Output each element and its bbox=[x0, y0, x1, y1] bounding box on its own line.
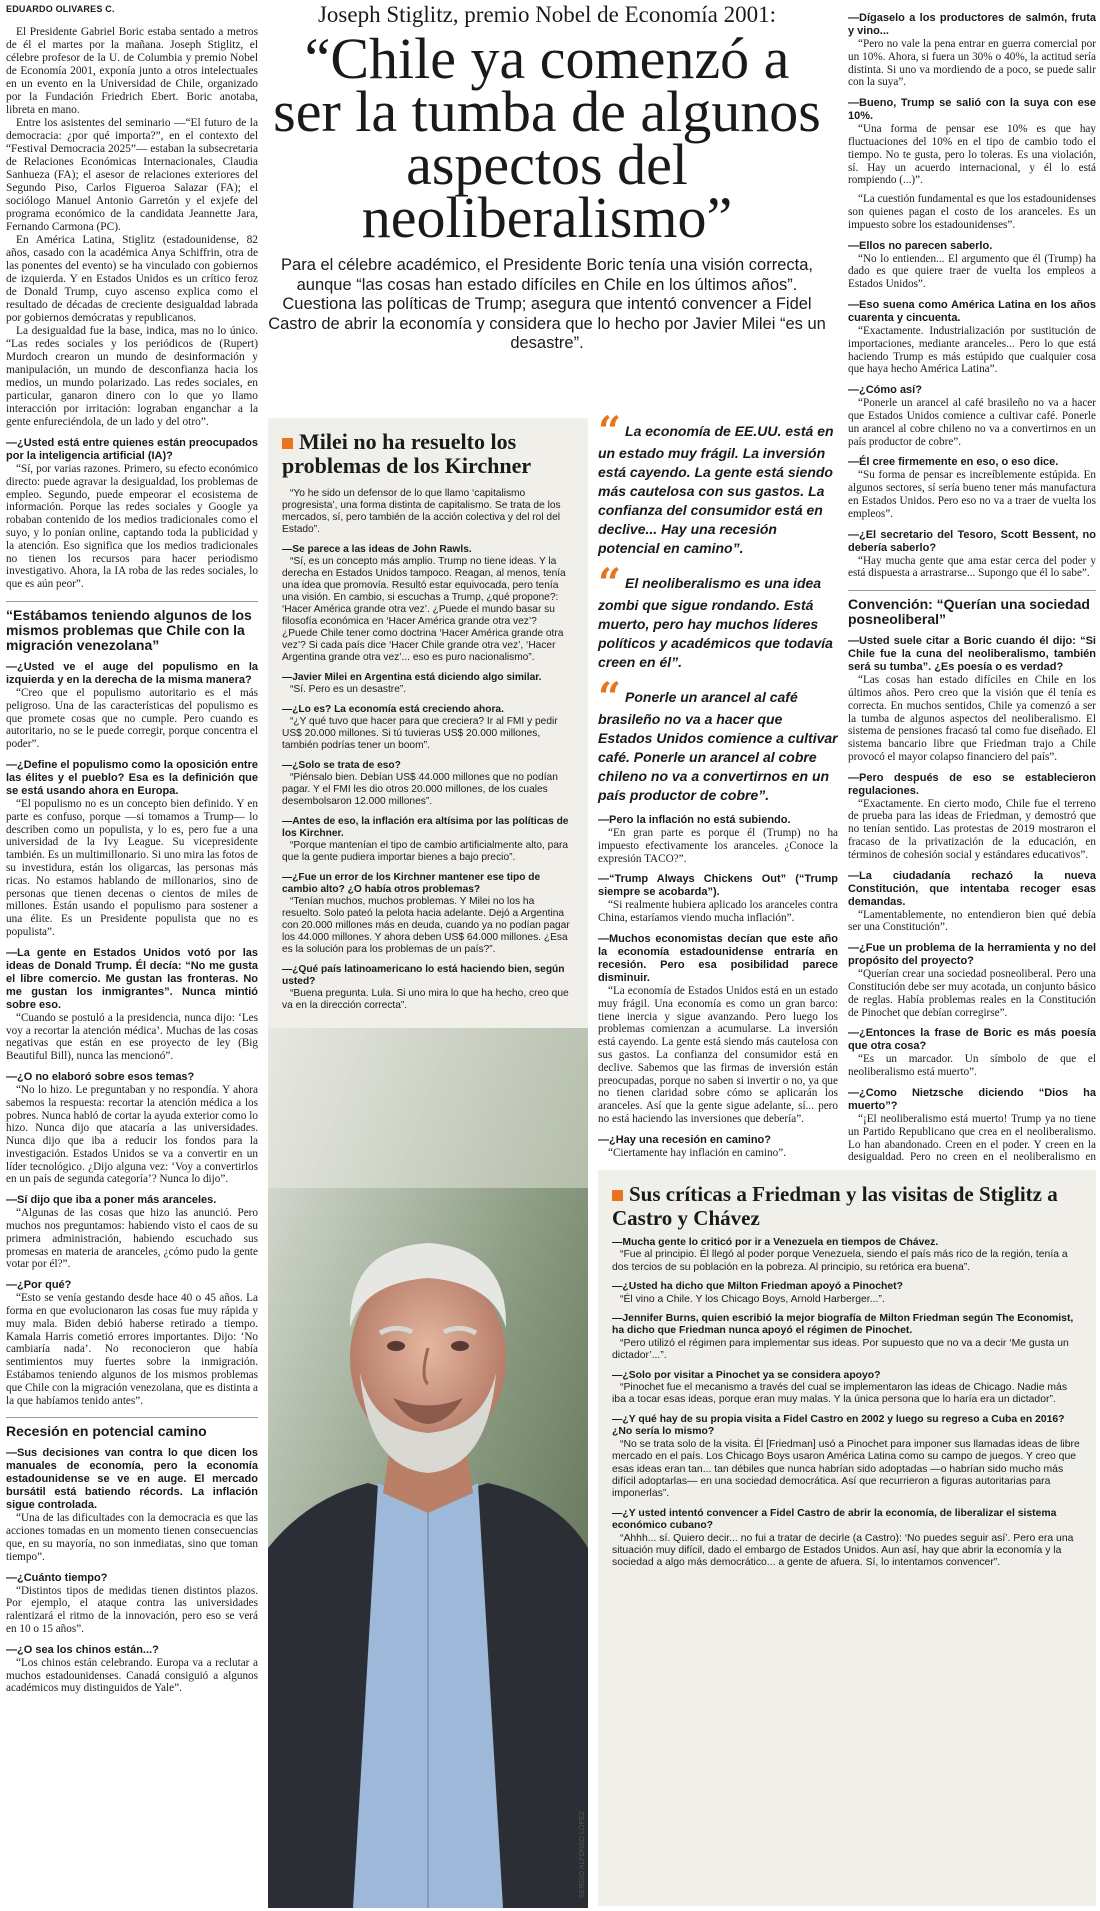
pull-quotes bbox=[598, 408, 838, 821]
paragraph: La desigualdad fue la base, indica, mas no lo único. “Las redes sociales y los periódicos de (Rupert) Murdoch crearon un mundo de desinformación y manipulación, un mundo de desconfianza hacia los medios, un mundo polarizado. Las redes sociales, en particular, ganaron dinero con lo que yo llamo interacción por irritación: lograban enganchar a la gente enfureciéndola, de un lado y del otro”. bbox=[6, 325, 258, 428]
answer: “Pero utilizó el régimen para implementar sus ideas. Por supuesto que no va a decir ‘Me gusta un dictador’...”. bbox=[612, 1337, 1069, 1362]
answer: “Exactamente. En cierto modo, Chile fue el terreno de prueba para las ideas de Friedman, y demostró que no tenían sentido. Las protestas de 2019 mostraron el fracaso de la privatización de la educación, en términos de cohesión social y estándares educativos”. bbox=[848, 797, 1096, 861]
answer: “Lamentablemente, no entendieron bien qué debía ser una Constitución”. bbox=[848, 908, 1096, 934]
answer: “Distintos tipos de medidas tienen distintos plazos. Por ejemplo, el ataque contra las universidades ralentizará el ritmo de la innovación, pero eso se verá en 10 o 15 años”. bbox=[6, 1584, 258, 1636]
right-subhead-convencion: Convención: “Querían una sociedad posneoliberal” bbox=[848, 590, 1096, 627]
answer: “No lo hizo. Le preguntaban y no respondía. Y ahora sabemos la respuesta: recortar la atención médica a los pobres. Nunca habló de cortar la ayuda exterior como lo hizo. Nunca dijo que atacaría a las universidades. Nunca dijo que iba a reducir los fondos para la investigación. Estados Unidos se va a convertir en un líder tecnológico. ¿Dijo alguna vez: ‘Voy a convertirlos en un país de segunda categoría’? Nunca lo dijo”. bbox=[6, 1083, 258, 1186]
answer: “Ponerle un arancel al café brasileño no va a hacer que Estados Unidos comience a cultivar café. Ponerle un arancel al cobre chileno no va a convertirnos en un país productor de cobre”. bbox=[848, 397, 1096, 448]
question: — Dígaselo a los productores de salmón, fruta y vino... bbox=[848, 12, 1096, 38]
stiglitz-photo bbox=[268, 1028, 588, 1908]
left-subhead-migracion: “Estábamos teniendo algunos de los mismos problemas que Chile con la migración venezolana” bbox=[6, 601, 258, 653]
question: — La ciudadanía rechazó la nueva Constitución, que intentaba recoger esas demandas. bbox=[848, 870, 1096, 909]
answer: “No se trata solo de la visita. Él [Friedman] usó a Pinochet para imponer sus llamadas ideas de libre mercado en el país. Los Chicago Boys usaron América Latina como su campo de juegos. Y creo que esas ideas eran tan... tan débiles que nunca habrían sido adoptadas —o habrían sido mucho más difícil adoptarlas— en una sociedad democrática. Así que recurrieron a figuras autoritarias para imponerlas”. bbox=[612, 1438, 1080, 1500]
friedman-box bbox=[598, 1170, 1096, 1906]
left-qa2 bbox=[6, 661, 258, 1407]
answer: “Una de las dificultades con la democracia es que las acciones tomadas en un momento tienen consecuencias que, en su mayoría, no son inmediatas, sino que toman tiempo”. bbox=[6, 1512, 258, 1563]
headline: “Chile ya comenzó a ser la tumba de algunos aspectos del neoliberalismo” bbox=[273, 26, 821, 250]
friedman-qa bbox=[612, 1237, 1082, 1570]
question: — ¿Define el populismo como la oposición entre las élites y el pueblo? Esa es la definición que se está usando ahora en Europa. bbox=[6, 759, 258, 798]
question: — Jennifer Burns, quien escribió la mejor biografía de Milton Friedman según The Economist, ha dicho que Friedman nunca apoyó el régimen de Pinochet. bbox=[612, 1313, 1082, 1338]
answer: “Querían crear una sociedad posneoliberal. Pero una Constitución debe ser muy acotada, un conjunto básico de reglas. Había problemas reales en la Constitución de Pinochet que debían corregirse”. bbox=[848, 968, 1096, 1019]
answer: “Hay mucha gente que ama estar cerca del poder y está dispuesta a arrastrarse... Supongo que él lo sabe”. bbox=[848, 554, 1096, 580]
milei-intro: “Yo he sido un defensor de lo que llamo ‘capitalismo progresista’, una forma distinta de capitalismo. Se trata de los mercados, sí, pero también de la acción colectiva y del rol del Estado”. bbox=[282, 488, 561, 535]
pull-quote-text: El neoliberalismo es una idea zombi que sigue rondando. Está muerto, pero hay muchos líderes políticos y académicos que todavía creen en él”. bbox=[598, 575, 833, 670]
question: — Antes de eso, la inflación era altísima por las políticas de los Kirchner. bbox=[282, 816, 574, 840]
question: — ¿O no elaboró sobre esos temas? bbox=[6, 1071, 258, 1084]
answer: “La cuestión fundamental es que los estadounidenses son quienes pagan el costo de los aranceles. Es un impuesto sobre los estadounidenses”. bbox=[848, 193, 1096, 231]
answer: “Ahhh... sí. Quiero decir... no fui a tratar de decirle (a Castro): ‘No puedes seguir así’. Pero era una situación muy difícil, dado el embargo de Estados Unidos. Aun así, hay que abrir la economía y la sociedad a algo más democrático... a gente de afuera. Sí, lo intentamos convencer”. bbox=[612, 1532, 1074, 1569]
question: — ¿Qué país latinoamericano lo está haciendo bien, según usted? bbox=[282, 964, 574, 988]
answer: “¿Y qué tuvo que hacer para que creciera? Ir al FMI y pedir US$ 20.000 millones. Si tú tuvieras US$ 20.000 millones, también podrías tener un boom”. bbox=[282, 716, 558, 751]
answer: “Él vino a Chile. Y los Chicago Boys, Arnold Harberger...”. bbox=[620, 1293, 885, 1305]
answer: “Esto se venía gestando desde hace 40 o 45 años. La forma en que evolucionaron las cosas fue muy rápida y muy mala. Biden debió haberse retirado a tiempo. Kamala Harris cometió errores importantes. Dijo: ‘No cambiaría nada’. No reconocieron que había sentimientos muy fuertes sobre la inmigración. Estábamos teniendo algunos de los mismos problemas que Chile con la migración venezolana, que es distinta a la que habíamos tenido antes”. bbox=[6, 1292, 258, 1407]
right-column bbox=[848, 4, 1096, 1164]
answer: “¡El neoliberalismo está muerto! Trump ya no tiene un Partido Republicano que crea en el neoliberalismo. Lo han abandonado. Creen en el poder. Y creen en la desigualdad. Pero no creen en el neoliberalismo en bbox=[848, 1113, 1096, 1164]
left-subhead-recesion: Recesión en potencial camino bbox=[6, 1417, 258, 1439]
answer: “Tenían muchos, muchos problemas. Y Milei no los ha resuelto. Solo pateó la pelota hacia adelante. Dejó a Argentina con 20.000 millones más en deuda, cuando ya no podían pagar los 44.000 millones. Y ahora deben US$ 64.000 millones. ¿Esa es la solución para los problemas de un país?”. bbox=[282, 896, 570, 955]
question: — ¿Usted ve el auge del populismo en la izquierda y en la derecha de la misma manera? bbox=[6, 661, 258, 687]
quote-mark-icon: “ bbox=[598, 674, 622, 721]
question: — Mucha gente lo criticó por ir a Venezuela en tiempos de Chávez. bbox=[612, 1237, 1082, 1249]
left-qa1 bbox=[6, 437, 258, 591]
answer: “Los chinos están celebrando. Europa va a reclutar a muchos estadounidenses. Canadá consiguió a algunos académicos muy distinguidos de Yale”. bbox=[6, 1656, 258, 1695]
question: — Él cree firmemente en eso, o eso dice. bbox=[848, 456, 1096, 469]
answer: “Una forma de pensar ese 10% es que hay fluctuaciones del 10% en el tipo de cambio todo el tiempo. No te gusta, pero lo toleras. Es una violación, sí. Hay un acuerdo internacional, y él lo está rompiendo (...)”. bbox=[848, 123, 1096, 187]
answer: “Cuando se postuló a la presidencia, nunca dijo: ‘Les voy a recortar la atención médica’. Muchas de las cosas negativas que están en ese proyecto de ley (Big Beautiful Bill), nunca las mencionó”. bbox=[6, 1011, 258, 1063]
left-qa3 bbox=[6, 1447, 258, 1695]
orange-square-icon bbox=[282, 438, 293, 449]
answer: “Las cosas han estado difíciles en Chile en los últimos años. Pero creo que la visión que él tenía es correcta. En muchos sentidos, Chile ya comenzó a ser la tumba de algunos aspectos del neoliberalismo. El sistema de pensiones fracasó tal como fue diseñado. El sistema bancario libre que Friedman trajo a Chile provocó el mayor colapso financiero del país”. bbox=[848, 674, 1096, 763]
question: — ¿Usted está entre quienes están preocupados por la inteligencia artificial (IA)? bbox=[6, 437, 258, 463]
answer: “Fue al principio. Él llegó al poder porque Venezuela, siendo el país más rico de la región, tenía a dos tercios de su población en la pobreza. Al principio, su retórica era buena”. bbox=[612, 1249, 1068, 1273]
friedman-box-title bbox=[612, 1182, 1082, 1230]
question: — ¿Fue un error de los Kirchner mantener ese tipo de cambio alto? ¿O había otros problemas? bbox=[282, 872, 574, 896]
quote-mark-icon: “ bbox=[598, 408, 622, 455]
pull-quote-text: Ponerle un arancel al café brasileño no va a hacer que Estados Unidos comience a cultivar café. Ponerle un arancel al cobre chileno no va a convertirnos en un país productor de cobre”. bbox=[598, 689, 838, 803]
milei-box bbox=[268, 418, 588, 1908]
question: — Ellos no parecen saberlo. bbox=[848, 240, 1096, 253]
kicker: Joseph Stiglitz, premio Nobel de Economía 2001: bbox=[317, 2, 776, 27]
answer: “Pero no vale la pena entrar en guerra comercial por un 10%. Ahora, si fuera un 30% o 40%, la actitud sería distinta. Si uno va mordiendo de a poco, se puede salir con la suya”. bbox=[848, 38, 1096, 89]
question: — ¿Entonces la frase de Boric es más poesía que otra cosa? bbox=[848, 1027, 1096, 1053]
answer: “Sí, por varias razones. Primero, su efecto económico directo: puede agravar la desigualdad, los problemas de empleo. Segundo, puede empeorar el ecosistema de información. Porque las redes sociales y Google ya robaban contenido de los medios tradicionales como el suyo, y lo ponían online, captando toda la publicidad y la atención. Eso significa que los medios tradicionales no tienen los recursos para hacer periodismo investigativo. Ahora, la IA roba de las redes sociales, lo que es aún peor”. bbox=[6, 463, 258, 591]
question: — Pero después de eso se establecieron regulaciones. bbox=[848, 772, 1096, 798]
milei-box-title bbox=[282, 430, 574, 478]
question: — ¿Cómo así? bbox=[848, 384, 1096, 397]
question: — ¿El secretario del Tesoro, Scott Bessent, no debería saberlo? bbox=[848, 529, 1096, 555]
question: — Sus decisiones van contra lo que dicen los manuales de economía, pero la economía estadounidense se ve en auge. El mercado bursátil está batiendo récords. La inflación sigue controlada. bbox=[6, 1447, 258, 1512]
question: — ¿Y usted intentó convencer a Fidel Castro de abrir la economía, de liberalizar el sistema económico cubano? bbox=[612, 1508, 1082, 1533]
question: — ¿Hay una recesión en camino? bbox=[598, 1134, 838, 1147]
question: — ¿Cuánto tiempo? bbox=[6, 1572, 258, 1585]
answer: “Creo que el populismo autoritario es el más peligroso. Una de las características del populismo es que promete cosas que no cumple. Pero cuando es autoritario, no se le puede corregir, porque concentra el poder”. bbox=[6, 686, 258, 751]
answer: “Es un marcador. Un símbolo de que el neoliberalismo está muerto”. bbox=[848, 1053, 1096, 1079]
question: — ¿Lo es? La economía está creciendo ahora. bbox=[282, 704, 574, 716]
paragraph: Entre los asistentes del seminario —“El futuro de la democracia: ¿por qué importa?”, en el contexto del “Festival Democracia 2025”— estaban la subsecretaria de Relaciones Económicas Internacionales, Claudia Sanhueza (FA); el asesor de relaciones exteriores del Segundo Piso, Carlos Figueroa Salazar (FA); el sociólogo Manuel Antonio Garretón y el exjefe del programa económico de la candidata Jeannette Jara, Fernando Carmona (PC). bbox=[6, 117, 258, 233]
quote-mark-icon: “ bbox=[598, 560, 622, 607]
answer: “En gran parte es porque él (Trump) no ha impuesto efectivamente los aranceles. ¿Conoce la expresión TACO?”. bbox=[598, 827, 838, 865]
friedman-title-text: Sus críticas a Friedman y las visitas de Stiglitz a Castro y Chávez bbox=[612, 1182, 1058, 1230]
question: — ¿Usted ha dicho que Milton Friedman apoyó a Pinochet? bbox=[612, 1281, 1082, 1293]
answer: “Si realmente hubiera aplicado los aranceles contra China, estaríamos viendo mucha inflación”. bbox=[598, 899, 838, 925]
answer: “Ciertamente hay inflación en camino”. bbox=[608, 1146, 786, 1159]
answer: “No lo entienden... El argumento que él (Trump) ha dado es que quiere traer de vuelta los empleos a Estados Unidos”. bbox=[848, 252, 1096, 291]
answer: “Sí. Pero es un desastre”. bbox=[290, 684, 407, 695]
question: — ¿Por qué? bbox=[6, 1279, 258, 1292]
question: — La gente en Estados Unidos votó por las ideas de Donald Trump. Él decía: “No me gusta el libre comercio. Me gustan las fronteras. No me gustan los inmigrantes”. Nunca mintió sobre eso. bbox=[6, 947, 258, 1012]
answer: “El populismo no es un concepto bien definido. Y en parte es confuso, porque —si tomamos a Trump— lo describen como un populista, y lo es, pero fue a una universidad de la Ivy League. Su vicepresidente también. Es un multimillonario. Si uno mira las fotos de su investidura, están los oligarcas, las personas más ricas. No estamos hablando de millonarios, sino de personas que tienen decenas o cientos de miles de millones. Están usando el populismo para sostener a una élite. Es un Presidente populista que no es populista”. bbox=[6, 797, 258, 938]
pull-quote-text: La economía de EE.UU. está en un estado muy frágil. La inversión está cayendo. La gente está siendo más cautelosa con sus gastos. La confianza del consumidor está en declive... Hay una recesión potencial en camino”. bbox=[598, 423, 834, 556]
paragraph: En América Latina, Stiglitz (estadounidense, 82 años, casado con la académica Anya Schiffrin, otra de las ponentes del evento) se ha vinculado con gobiernos de izquierda. Y en Estados Unidos es un crítico feroz de Donald Trump, cuyo ascenso explica como el resultado de décadas de creciente desigualdad labrada por gobiernos demócratas y republicanos. bbox=[6, 234, 258, 324]
answer: “Su forma de pensar es increíblemente estúpida. En algunos sectores, sí sería bueno tener más manufactura en Estados Unidos. Pero eso no va a traer de vuelta los empleos”. bbox=[848, 469, 1096, 520]
pull-quote bbox=[598, 674, 838, 805]
answer: “Sí, es un concepto más amplio. Trump no tiene ideas. Y la derecha en Estados Unidos tampoco. Reagan, al menos, tenía una idea que promovía. Resultó estar equivocada, pero tenía una visión. En cambio, si escuchas a Trump, ¿qué propone?: ‘Hacer América grande otra vez’. ¿Puede el mundo basar su filosofía económica en ‘Hacer América grande otra vez’? ¿Puede Chile tener como doctrina ‘Hacer América grande otra vez’? Si cada país dice ‘Hacer Chile grande otra vez’, ‘Hacer Argentina grande otra vez’... eso es puro nacionalismo”. bbox=[282, 556, 566, 663]
answer: “La economía de Estados Unidos está en un estado muy frágil. Una economía es como un gran barco: tiene inercia y sigue avanzando. Pero luego los problemas comienzan a acumularse. La inversión está cayendo. La gente está siendo más cautelosa con sus gastos. La confianza del consumidor está en declive. Sabemos que las firmas de inversión están preocupadas, porque no saben si invertir o no, ya que no tienen claridad sobre cómo se aplicarán los aranceles. Así que la gente sigue adelante, sí... pero no está haciendo las inversiones que debería”. bbox=[598, 984, 838, 1125]
question: — “Trump Always Chickens Out” (“Trump siempre se acobarda”). bbox=[598, 873, 838, 899]
answer: “Algunas de las cosas que hizo las anunció. Pero muchos nos preguntamos: habiendo visto el caos de su primera administración, habiendo escuchado sus promesas en materia de aranceles, ¿cómo pudo la gente votar por él?”. bbox=[6, 1207, 258, 1271]
pull-quote bbox=[598, 560, 838, 672]
question: — ¿Fue un problema de la herramienta y no del propósito del proyecto? bbox=[848, 942, 1096, 968]
pull-quote bbox=[598, 408, 838, 558]
question: — ¿Solo por visitar a Pinochet ya se considera apoyo? bbox=[612, 1370, 1082, 1382]
question: — Se parece a las ideas de John Rawls. bbox=[282, 544, 574, 556]
left-intro bbox=[6, 26, 258, 429]
question: — Usted suele citar a Boric cuando él dijo: “Si Chile fue la cuna del neoliberalismo, también será su tumba”. ¿Es poesía o es verdad? bbox=[848, 635, 1096, 674]
answer: “Piénsalo bien. Debían US$ 44.000 millones que no podían pagar. Y el FMI les dio otros 20.000 millones, de los cuales desembolsaron 12.000 millones”. bbox=[282, 772, 558, 807]
answer: “Buena pregunta. Lula. Si uno mira lo que ha hecho, creo que va en la dirección correcta”. bbox=[282, 988, 569, 1011]
left-column bbox=[6, 26, 258, 1906]
question: — Eso suena como América Latina en los años cuarenta y cincuenta. bbox=[848, 299, 1096, 325]
answer: “Porque mantenían el tipo de cambio artificialmente alto, para que la gente pudiera importar bienes a bajo precio”. bbox=[282, 840, 569, 863]
question: — Pero la inflación no está subiendo. bbox=[598, 814, 838, 827]
pull-quote-list bbox=[598, 408, 838, 805]
answer: “Exactamente. Industrialización por sustitución de importaciones, mediante aranceles... Pero lo que está haciendo Trump es más estúpido que cualquier cosa que haya hecho América Latina”. bbox=[848, 324, 1096, 376]
question: — ¿O sea los chinos están...? bbox=[6, 1644, 258, 1657]
paragraph: El Presidente Gabriel Boric estaba sentado a metros de él el martes por la mañana. Joseph Stiglitz, el célebre profesor de la U. de Columbia y premio Nobel de Economía 2001, exponía junto a otros intelectuales en un evento en la Universidad de Chile, organizado por la Fundación Friedrich Ebert. Boric anotaba, libreta en mano. bbox=[6, 26, 258, 116]
answer: “Pinochet fue el mecanismo a través del cual se implementaron las ideas de Chicago. Nadie más iba a tocar esas ideas, porque eran muy malas. Y la única persona que lo haría era un dictador”. bbox=[612, 1382, 1068, 1406]
question: — Muchos economistas decían que este año la economía estadounidense entraría en recesión. Pero esa posibilidad parece disminuir. bbox=[598, 933, 838, 985]
question: — ¿Como Nietzsche diciendo “Dios ha muerto”? bbox=[848, 1087, 1096, 1113]
lead: Para el célebre académico, el Presidente Boric tenía una visión correcta, aunque “las cosas han estado difíciles en Chile en los últimos años”. Cuestiona las políticas de Trump; asegura que intentó convencer a Fidel Castro de abrir la economía y considera que lo hecho por Javier Milei “es un desastre”. bbox=[268, 256, 826, 352]
header bbox=[266, 2, 828, 354]
middle-qa bbox=[598, 814, 838, 1166]
photo-credit: SERGIO ALFONSO LÓPEZ bbox=[579, 1810, 586, 1898]
right-qa2 bbox=[848, 635, 1096, 1164]
question: — Bueno, Trump se salió con la suya con ese 10%. bbox=[848, 97, 1096, 123]
question: — ¿Solo se trata de eso? bbox=[282, 760, 574, 772]
milei-qa bbox=[282, 544, 574, 1012]
question: — Javier Milei en Argentina está diciendo algo similar. bbox=[282, 672, 574, 684]
middle-column bbox=[598, 806, 838, 1166]
byline: EDUARDO OLIVARES C. bbox=[6, 4, 115, 14]
orange-square-icon bbox=[612, 1190, 623, 1201]
milei-title-text: Milei no ha resuelto los problemas de los Kirchner bbox=[282, 429, 532, 478]
question: — Sí dijo que iba a poner más aranceles. bbox=[6, 1194, 258, 1207]
question: — ¿Y qué hay de su propia visita a Fidel Castro en 2002 y luego su regreso a Cuba en 2016? ¿No sería lo mismo? bbox=[612, 1414, 1082, 1439]
right-qa bbox=[848, 12, 1096, 580]
